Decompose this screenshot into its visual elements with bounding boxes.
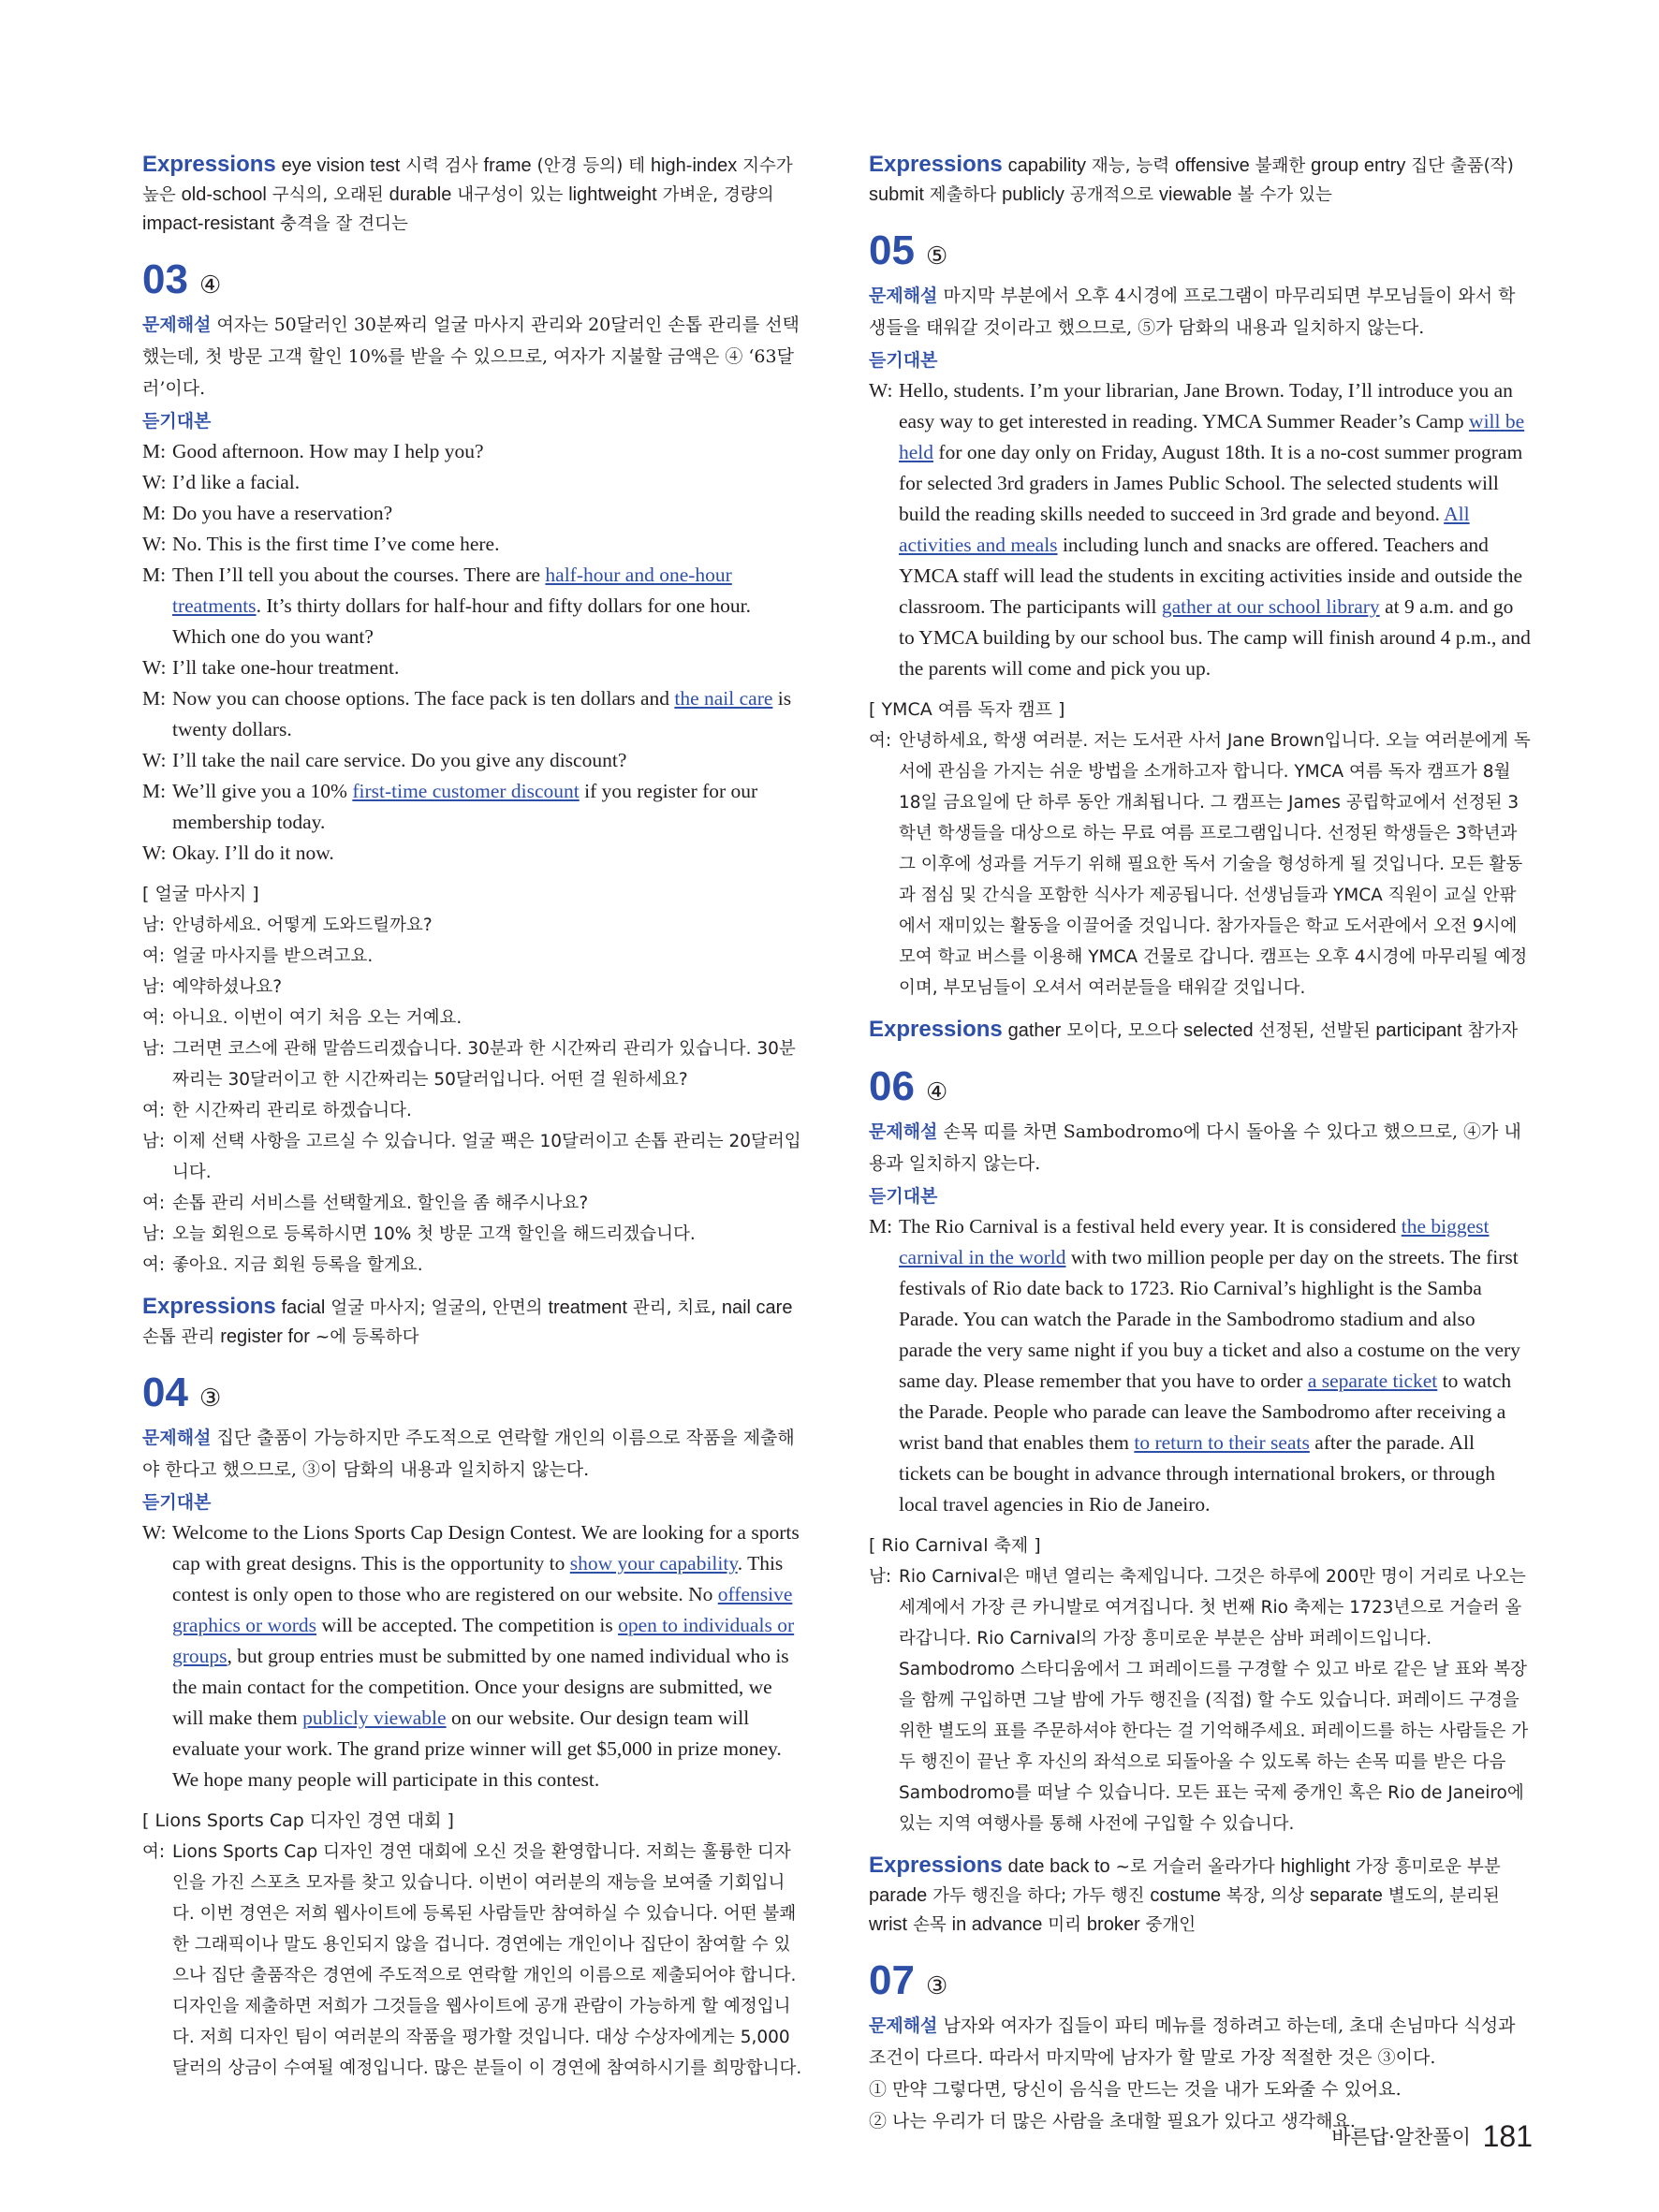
expression-term: facial	[281, 1297, 326, 1318]
expressions-top-left	[142, 150, 805, 239]
script-text: will be accepted. The competition is	[316, 1614, 619, 1636]
expression-meaning: 미리	[1048, 1915, 1082, 1935]
question-num: 07	[869, 1957, 915, 2003]
translation-title: [ Rio Carnival 축제 ]	[869, 1535, 1041, 1556]
expression-meaning: 집단 출품(작)	[1411, 156, 1514, 176]
expression-term: publicly	[1002, 184, 1064, 205]
speaker: W:	[142, 1521, 167, 1544]
script-label: 듣기대본	[142, 411, 212, 432]
expressions-top-right	[869, 150, 1532, 210]
expression-term: impact-resistant	[142, 213, 275, 234]
expressions-label: Expressions	[142, 1294, 276, 1319]
script-text: Do you have a reservation?	[172, 502, 393, 524]
question-number	[142, 1369, 805, 1422]
script-line	[142, 467, 805, 498]
translation-title: [ 얼굴 마사지 ]	[142, 884, 259, 904]
expression-meaning: 손톱 관리	[142, 1327, 215, 1347]
expression-meaning: 관리, 치료,	[632, 1298, 716, 1318]
script-text: is twenty dollars.	[172, 687, 792, 740]
script-line	[142, 683, 805, 745]
expression-term: in advance	[951, 1914, 1043, 1935]
expression-term: costume	[1150, 1885, 1221, 1906]
blank-answer: the nail care	[674, 687, 773, 710]
expression-term: eye vision test	[281, 155, 401, 176]
question-07	[869, 1956, 1532, 2137]
page-number: 181	[1482, 2119, 1533, 2153]
speaker: M:	[142, 440, 167, 462]
expression-meaning: 손목	[913, 1915, 947, 1935]
question-num: 03	[142, 256, 188, 302]
script-text: Good afternoon. How may I help you?	[172, 440, 484, 462]
expression-meaning: 제출하다	[929, 185, 997, 205]
translation-text: 좋아요. 지금 회원 등록을 할게요.	[172, 1255, 423, 1275]
translation-line	[142, 910, 805, 941]
script-label: 듣기대본	[869, 350, 938, 371]
expression-term: frame	[483, 155, 532, 176]
script-text: . It’s thirty dollars for half-hour and fifty dollars for one hour. Which one do you want?	[172, 594, 751, 648]
blank-answer: first-time customer discount	[352, 780, 580, 802]
script-line	[142, 560, 805, 652]
speaker: 남:	[142, 977, 166, 997]
translation-text: 얼굴 마사지를 받으려고요.	[172, 946, 374, 966]
translation-line	[142, 1837, 805, 2084]
expression-term: treatment	[548, 1297, 627, 1318]
script-label: 듣기대본	[142, 1492, 212, 1513]
script-text: Welcome to the Lions Sports Cap Design Contest. We are looking for a sports cap with great designs. This is the opportunity to	[172, 1521, 800, 1575]
expression-term: participant	[1375, 1020, 1462, 1041]
translation-text: 한 시간짜리 관리로 하겠습니다.	[172, 1101, 412, 1121]
expression-term: capability	[1007, 155, 1087, 176]
expression-term: lightweight	[568, 184, 657, 205]
speaker: 여:	[142, 1842, 166, 1862]
explanation	[869, 280, 1532, 344]
expression-meaning: 가벼운, 경량의	[662, 185, 774, 205]
script-text: Okay. I’ll do it now.	[172, 842, 334, 864]
translation-line	[142, 941, 805, 972]
script-text: The Rio Carnival is a festival held every year. It is considered	[899, 1215, 1402, 1238]
explanation-label: 문제해설	[142, 1428, 212, 1448]
script-text: I’ll take the nail care service. Do you give any discount?	[172, 749, 627, 771]
translation-line	[142, 1188, 805, 1219]
expression-meaning: 모이다, 모으다	[1066, 1021, 1179, 1041]
translation-line	[869, 1561, 1532, 1839]
expression-meaning: 지수가 높은	[142, 156, 793, 205]
expression-term: register for	[220, 1326, 310, 1347]
script-line	[869, 1211, 1532, 1520]
expression-meaning: 불쾌한	[1255, 156, 1306, 176]
script-text: with two million people per day on the streets. The first festivals of Rio date back to 1723. Rio Carnival’s highlight is the Samba Parade. You can watch the Parade in the Sambodromo stadium and also parade the very same night if you buy a ticket and also a costume on the very same day. Please remember that you have to order	[899, 1246, 1520, 1392]
explanation-text: 집단 출품이 가능하지만 주도적으로 연락할 개인의 이름으로 작품을 제출해야 한다고 했으므로, ③이 담화의 내용과 일치하지 않는다.	[142, 1428, 795, 1480]
question-number	[142, 256, 805, 309]
script-line	[142, 498, 805, 529]
expression-term: highlight	[1280, 1856, 1351, 1877]
question-number	[869, 1956, 1532, 2010]
script-line	[142, 652, 805, 683]
expression-term: high-index	[650, 155, 738, 176]
expression-meaning: 별도의, 분리된	[1387, 1886, 1500, 1906]
answer-mark: ③	[925, 1971, 948, 2000]
translation-text: 이제 선택 사항을 고르실 수 있습니다. 얼굴 팩은 10달러이고 손톱 관리는 20달러입니다.	[172, 1132, 801, 1182]
explanation-label: 문제해설	[869, 1121, 938, 1142]
answer-mark: ⑤	[925, 242, 948, 270]
left-column	[142, 150, 805, 2084]
page-footer	[1331, 2117, 1533, 2156]
speaker: 남:	[142, 1132, 166, 1151]
expression-meaning: 재능, 능력	[1091, 156, 1170, 176]
expression-meaning: 가두 행진을 하다; 가두 행진	[932, 1886, 1145, 1906]
expression-term: wrist	[869, 1914, 908, 1935]
script-text: for one day only on Friday, August 18th. It is a no-cost summer program for selected 3rd graders in James Public School. The selected students will build the reading skills needed to succeed in 3rd grade and beyond.	[899, 441, 1523, 525]
script-line	[869, 375, 1532, 684]
expression-meaning: 복장, 의상	[1226, 1886, 1305, 1906]
expression-term: viewable	[1159, 184, 1232, 205]
explanation-text: 마지막 부분에서 오후 4시경에 프로그램이 마무리되면 부모님들이 와서 학생들을 태워갈 것이라고 했으므로, ⑤가 담화의 내용과 일치하지 않는다.	[869, 286, 1516, 338]
translation-text: 오늘 회원으로 등록하시면 10% 첫 방문 고객 할인을 해드리겠습니다.	[172, 1224, 696, 1244]
blank-answer: open to individuals or groups	[172, 1614, 795, 1667]
script-line	[142, 529, 805, 560]
speaker: 여:	[869, 731, 892, 751]
right-column	[869, 150, 1532, 2137]
expression-meaning: 구식의, 오래된	[272, 185, 384, 205]
script-text: at 9 a.m. and go to YMCA building by our school bus. The camp will finish around 4 p.m., and the parents will come and pick you up.	[899, 595, 1531, 680]
speaker: 여:	[142, 1255, 166, 1275]
script-text: if you register for our membership today.	[172, 780, 758, 833]
question-04	[142, 1369, 805, 2084]
speaker: 여:	[142, 946, 166, 966]
blank-answer: gather at our school library	[1161, 595, 1380, 618]
translation-text: 손톱 관리 서비스를 선택할게요. 할인을 좀 해주시나요?	[172, 1194, 589, 1213]
answer-option: ② 나는 우리가 더 많은 사람을 초대할 필요가 있다고 생각해요.	[869, 2111, 1356, 2131]
expression-term: old-school	[181, 184, 267, 205]
expression-meaning: 선정된, 선발된	[1258, 1021, 1371, 1041]
speaker: 남:	[142, 1039, 166, 1059]
speaker: 여:	[142, 1194, 166, 1213]
translation-text: 그러면 코스에 관해 말씀드리겠습니다. 30분과 한 시간짜리 관리가 있습니다. 30분짜리는 30달러이고 한 시간짜리는 50달러입니다. 어떤 걸 원하세요?	[172, 1039, 796, 1090]
expression-meaning: 시력 검사	[405, 156, 478, 176]
question-num: 04	[142, 1370, 188, 1415]
script-text: Then I’ll tell you about the courses. There are	[172, 564, 546, 586]
question-06	[869, 1062, 1532, 1940]
explanation	[142, 309, 805, 404]
speaker: M:	[142, 564, 167, 586]
expression-term: separate	[1310, 1885, 1383, 1906]
expression-meaning: 참가자	[1467, 1021, 1519, 1041]
blank-answer: the biggest carnival in the world	[899, 1215, 1490, 1268]
script-line	[142, 776, 805, 838]
translation-line	[142, 972, 805, 1003]
script-line	[142, 745, 805, 776]
translation-text: Rio Carnival은 매년 열리는 축제입니다. 그것은 하루에 200만 명이 거리로 나오는 세계에서 가장 큰 카니발로 여겨집니다. 첫 번째 Rio 축제는 1723년으로 거슬러 올라갑니다. Rio Carnival의 가장 흥미로운 부분은 삼바 퍼레이드입니다. Sambodromo 스타디움에서 그 퍼레이드를 구경할 수 있고 바로 같은 날 표와 복장을 함께 구입하면 그날 밤에 가두 행진을 (직접) 할 수도 있습니다. 퍼레이드 구경을 위한 별도의 표를 주문하셔야 한다는 걸 기억해주세요. 퍼레이드를 하는 사람들은 가두 행진이 끝난 후 자신의 좌석으로 되돌아올 수 있도록 하는 손목 띠를 받은 다음 Sambodromo를 떠날 수 있습니다. 모든 표는 국제 중개인 혹은 Rio de Janeiro에 있는 지역 여행사를 통해 사전에 구입할 수 있습니다.	[899, 1567, 1529, 1834]
expression-term: durable	[389, 184, 452, 205]
expressions	[869, 1851, 1532, 1940]
script-text: No. This is the first time I’ve come here.	[172, 533, 500, 555]
script-line	[142, 1517, 805, 1795]
script-text: Hello, students. I’m your librarian, Jane Brown. Today, I’ll introduce you an easy way to get interested in reading. YMCA Summer Reader’s Camp	[899, 379, 1513, 432]
script-text: after the parade. All tickets can be bought in advance through international brokers, or through local travel agencies in Rio de Janeiro.	[899, 1431, 1496, 1516]
translation-line	[142, 1219, 805, 1250]
answer-option: ① 만약 그렇다면, 당신이 음식을 만드는 것을 내가 도와줄 수 있어요.	[869, 2079, 1402, 2100]
book-title: 바른답·알찬풀이	[1331, 2126, 1471, 2148]
speaker: W:	[142, 471, 167, 493]
script-text: to watch the Parade. People who parade can leave the Sambodromo after receiving a wrist band that enables them	[899, 1370, 1512, 1454]
explanation-label: 문제해설	[869, 2015, 938, 2036]
speaker: 남:	[142, 1224, 166, 1244]
speaker: M:	[142, 780, 167, 802]
blank-answer: publicly viewable	[302, 1707, 447, 1729]
explanation-text: 손목 띠를 차면 Sambodromo에 다시 돌아올 수 있다고 했으므로, ④가 내용과 일치하지 않는다.	[869, 1121, 1521, 1174]
blank-answer: half-hour and one-hour treatments	[172, 564, 732, 617]
answer-mark: ④	[198, 271, 222, 299]
speaker: W:	[142, 656, 167, 679]
expression-term: parade	[869, 1885, 928, 1906]
expression-meaning: ~로 거슬러 올라가다	[1115, 1857, 1275, 1877]
expressions-label: Expressions	[142, 152, 276, 177]
script-label: 듣기대본	[869, 1186, 938, 1207]
translation-text: 아니요. 이번이 여기 처음 오는 거예요.	[172, 1008, 462, 1028]
explanation-text: 여자는 50달러인 30분짜리 얼굴 마사지 관리와 20달러인 손톱 관리를 선택했는데, 첫 방문 고객 할인 10%를 받을 수 있으므로, 여자가 지불할 금액은 ④ ‘63달러’이다.	[142, 315, 800, 399]
expression-term: nail care	[721, 1297, 793, 1318]
expression-term: group entry	[1311, 155, 1406, 176]
translation-line	[142, 1126, 805, 1188]
translation-line	[142, 1095, 805, 1126]
expression-term: submit	[869, 184, 924, 205]
expression-meaning: 중개인	[1145, 1915, 1197, 1935]
script-text: Now you can choose options. The face pack is ten dollars and	[172, 687, 675, 710]
expression-meaning: 볼 수가 있는	[1237, 185, 1332, 205]
expression-term: selected	[1183, 1020, 1254, 1041]
question-number	[869, 1062, 1532, 1116]
question-05	[869, 227, 1532, 1046]
expressions	[142, 1292, 805, 1352]
speaker: 여:	[142, 1008, 166, 1028]
speaker: M:	[869, 1215, 893, 1238]
translation-title: [ YMCA 여름 독자 캠프 ]	[869, 699, 1065, 720]
translation-text: 안녕하세요, 학생 여러분. 저는 도서관 사서 Jane Brown입니다. 오늘 여러분에게 독서에 관심을 가지는 쉬운 방법을 소개하고자 합니다. YMCA 여름 독자 캠프가 8월 18일 금요일에 단 하루 동안 개최됩니다. 그 캠프는 James 공립학교에서 선정된 3학년 학생들을 대상으로 하는 무료 여름 프로그램입니다. 선정된 학생들은 3학년과 그 이후에 성과를 거두기 위해 필요한 독서 기술을 형성하게 될 것입니다. 모든 활동과 점심 및 간식을 포함한 식사가 제공됩니다. 선생님들과 YMCA 직원이 교실 안팎에서 재미있는 활동을 이끌어줄 것입니다. 참가자들은 학교 도서관에서 오전 9시에 모여 학교 버스를 이용해 YMCA 건물로 갑니다. 캠프는 오후 4시경에 마무리될 예정이며, 부모님들이 오셔서 여러분들을 태워갈 것입니다.	[899, 731, 1531, 998]
speaker: W:	[142, 749, 167, 771]
expression-meaning: 얼굴 마사지; 얼굴의, 안면의	[330, 1298, 543, 1318]
blank-answer: All activities and meals	[899, 503, 1470, 556]
answer-mark: ③	[198, 1384, 222, 1412]
speaker: W:	[142, 842, 167, 864]
speaker: 남:	[142, 916, 166, 935]
translation-line	[142, 1250, 805, 1281]
explanation	[869, 1116, 1532, 1179]
speaker: W:	[869, 379, 893, 402]
expressions-label: Expressions	[869, 152, 1003, 177]
question-num: 05	[869, 227, 915, 273]
explanation	[869, 2010, 1532, 2073]
speaker: M:	[142, 502, 167, 524]
expression-meaning: 가장 흥미로운 부분	[1356, 1857, 1501, 1877]
expression-meaning: 공개적으로	[1069, 185, 1154, 205]
script-text: on our website. Our design team will evaluate your work. The grand prize winner will get $5,000 in prize money. We hope many people will participate in this contest.	[172, 1707, 782, 1791]
speaker: 여:	[142, 1101, 166, 1121]
expression-meaning: (안경 등의) 테	[536, 156, 646, 176]
translation-line	[142, 1003, 805, 1033]
script-line	[142, 436, 805, 467]
expressions	[869, 1015, 1532, 1046]
script-text: including lunch and snacks are offered. Teachers and YMCA staff will lead the students in exciting activities inside and outside the classroom. The participants will	[899, 534, 1522, 618]
script-text: I’d like a facial.	[172, 471, 301, 493]
answer-mark: ④	[925, 1077, 948, 1106]
speaker: M:	[142, 687, 167, 710]
explanation-label: 문제해설	[142, 315, 212, 335]
translation-text: 안녕하세요. 어떻게 도와드릴까요?	[172, 916, 433, 935]
script-text: I’ll take one-hour treatment.	[172, 656, 400, 679]
explanation	[142, 1422, 805, 1486]
question-num: 06	[869, 1063, 915, 1109]
expression-meaning: 내구성이 있는	[457, 185, 564, 205]
script-text: . This contest is only open to those who are registered on our website. No	[172, 1552, 784, 1605]
blank-answer: will be held	[899, 410, 1525, 463]
blank-answer: show your capability	[569, 1552, 738, 1575]
blank-answer: a separate ticket	[1307, 1370, 1438, 1392]
expression-term: date back to	[1007, 1856, 1110, 1877]
translation-text: Lions Sports Cap 디자인 경연 대회에 오신 것을 환영합니다. 저희는 훌륭한 디자인을 가진 스포츠 모자를 찾고 있습니다. 이번이 여러분의 재능을 보여줄 기회입니다. 이번 경연은 저희 웹사이트에 등록된 사람들만 참여하실 수 있습니다. 어떤 불쾌한 그래픽이나 말도 용인되지 않을 겁니다. 경연에는 개인이나 집단이 참여할 수 있으나 집단 출품작은 경연에 주도적으로 연락할 개인의 이름으로 제출되어야 합니다. 디자인을 제출하면 저희가 그것들을 웹사이트에 공개 관람이 가능하게 할 예정입니다. 저희 디자인 팀이 여러분의 작품을 평가할 것입니다. 대상 수상자에게는 5,000달러의 상금이 수여될 예정입니다. 많은 분들이 이 경연에 참여하시기를 희망합니다.	[172, 1842, 802, 2078]
translation-text: 예약하셨나요?	[172, 977, 283, 997]
speaker: 남:	[869, 1567, 892, 1587]
expression-meaning: ~에 등록하다	[315, 1327, 419, 1347]
explanation-label: 문제해설	[869, 286, 938, 306]
blank-answer: to return to their seats	[1134, 1431, 1310, 1454]
expression-meaning: 충격을 잘 견디는	[280, 214, 408, 234]
question-number	[869, 227, 1532, 280]
script-text: We’ll give you a 10%	[172, 780, 353, 802]
translation-title: [ Lions Sports Cap 디자인 경연 대회 ]	[142, 1810, 454, 1831]
explanation-text: 남자와 여자가 집들이 파티 메뉴를 정하려고 하는데, 초대 손님마다 식성과 조건이 다르다. 따라서 마지막에 남자가 할 말로 가장 적절한 것은 ③이다.	[869, 2015, 1516, 2068]
blank-answer: offensive graphics or words	[172, 1583, 793, 1636]
translation-line	[142, 1033, 805, 1095]
expressions-label: Expressions	[869, 1853, 1003, 1878]
expression-term: offensive	[1175, 155, 1250, 176]
script-text: , but group entries must be submitted by one named individual who is the main contact for the competition. Once your designs are submitted, we will make them	[172, 1645, 789, 1729]
expressions-label: Expressions	[869, 1017, 1003, 1042]
speaker: W:	[142, 533, 167, 555]
script-line	[142, 838, 805, 869]
expression-term: gather	[1007, 1020, 1062, 1041]
question-03	[142, 256, 805, 1352]
expression-term: broker	[1086, 1914, 1140, 1935]
translation-line	[869, 725, 1532, 1003]
